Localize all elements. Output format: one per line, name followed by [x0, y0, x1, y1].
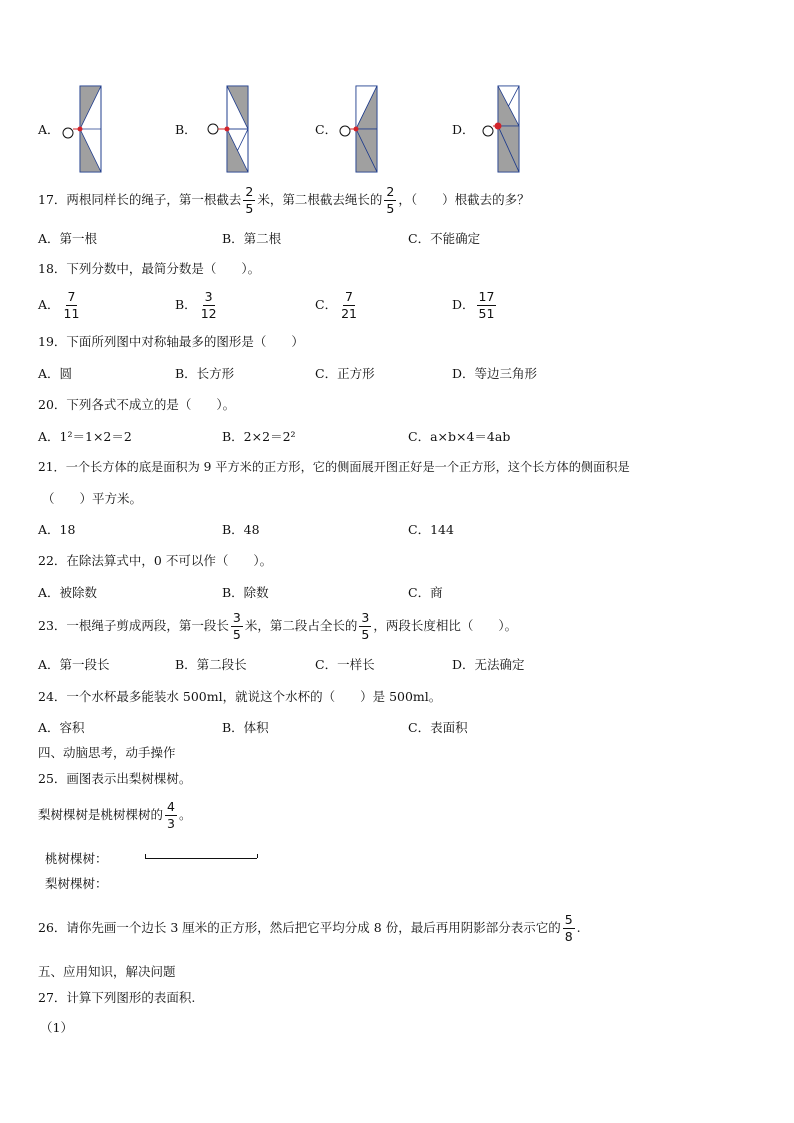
option-label: D． [452, 122, 475, 137]
q19-option-a[interactable]: A．圆 [38, 366, 73, 381]
q21-option-c[interactable]: C．144 [408, 522, 454, 537]
q18-option-a[interactable]: A． $\frac{7}{11}$ [38, 288, 80, 321]
section-5-heading: 五、应用知识，解决问题 [38, 964, 176, 979]
q19-option-b[interactable]: B．长方形 [175, 366, 235, 381]
q24-option-c[interactable]: C．表面积 [408, 720, 468, 735]
q21-stem-line1: 21．一个长方体的底是面积为 9 平方米的正方形，它的侧面展开图正好是一个正方形，这个长方体的侧面积是 [38, 460, 630, 474]
q24-option-a[interactable]: A．容积 [38, 720, 85, 735]
q24-option-b[interactable]: B．体积 [222, 720, 269, 735]
section-4-heading: 四、动脑思考，动手操作 [38, 745, 176, 760]
circle-icon [208, 124, 218, 134]
fraction: $\frac{17}{51}$ [478, 288, 495, 321]
q16-figure-b [205, 85, 255, 173]
fraction: $\frac{7}{11}$ [63, 288, 80, 321]
q16-figure-d [480, 85, 530, 173]
q22-option-b[interactable]: B．除数 [222, 585, 269, 600]
fraction: $\frac{2}{5}$ [245, 183, 254, 216]
q18-option-b[interactable]: B． $\frac{3}{12}$ [175, 288, 217, 321]
q16-figure-a [60, 85, 110, 173]
q20-option-c[interactable]: C．a×b×4＝4ab [408, 429, 511, 444]
q21-option-b[interactable]: B．48 [222, 522, 260, 537]
q21-option-a[interactable]: A．18 [38, 522, 76, 537]
q25-condition: 梨树棵树是桃树棵树的 $\frac{4}{3}$ 。 [38, 798, 192, 831]
q27-stem: 27．计算下列图形的表面积. [38, 990, 196, 1005]
q17-option-a[interactable]: A．第一根 [38, 231, 98, 246]
circle-icon [63, 128, 73, 138]
q16-option-c[interactable] [315, 120, 337, 138]
q17-stem: 17．两根同样长的绳子，第一根截去 $\frac{2}{5}$ 米，第二根截去绳长的 $\frac{2}{5}$ ，（ ）根截去的多？ [38, 183, 530, 216]
q19-option-c[interactable]: C．正方形 [315, 366, 375, 381]
segment-tick-left [145, 854, 146, 858]
q20-option-a[interactable]: A．1²＝1×2＝2 [38, 429, 132, 444]
q22-option-a[interactable]: A．被除数 [38, 585, 98, 600]
circle-icon [483, 126, 493, 136]
q24-stem: 24．一个水杯最多能装水 500ml，就说这个水杯的（ ）是 500ml。 [38, 689, 442, 704]
circle-icon [340, 126, 350, 136]
q23-stem: 23．一根绳子剪成两段，第一段长 $\frac{3}{5}$ 米，第二段占全长的 $\frac{3}{5}$ ，两段长度相比（ ）。 [38, 609, 518, 642]
segment-tick-right [257, 854, 258, 858]
q22-option-c[interactable]: C．商 [408, 585, 443, 600]
fraction: $\frac{3}{5}$ [361, 609, 370, 642]
option-label: B． [175, 122, 197, 137]
q18-option-c[interactable]: C． $\frac{7}{21}$ [315, 288, 357, 321]
fraction: $\frac{3}{5}$ [232, 609, 241, 642]
q17-option-c[interactable]: C．不能确定 [408, 231, 481, 246]
q27-subpart-1: （1） [40, 1020, 73, 1035]
fraction: $\frac{4}{3}$ [167, 798, 175, 831]
peach-segment [145, 858, 257, 859]
fraction: $\frac{5}{8}$ [564, 911, 573, 944]
q16-figure-c [337, 85, 387, 173]
q19-stem: 19．下面所列图中对称轴最多的图形是（ ） [38, 334, 304, 349]
q26-stem: 26．请你先画一个边长 3 厘米的正方形，然后把它平均分成 8 份，最后再用阴影部分表示它的 $\frac{5}{8}$ . [38, 911, 581, 944]
q19-option-d[interactable]: D．等边三角形 [452, 366, 538, 381]
q25-row-peach-label: 桃树棵树： [45, 851, 108, 866]
q23-option-a[interactable]: A．第一段长 [38, 657, 110, 672]
option-label: C． [315, 122, 338, 137]
q16-option-d[interactable] [452, 120, 475, 138]
q23-option-b[interactable]: B．第二段长 [175, 657, 247, 672]
q22-stem: 22．在除法算式中，0 不可以作（ ）。 [38, 553, 273, 568]
q21-stem-line2: （ ）平方米。 [42, 491, 143, 506]
fraction: $\frac{2}{5}$ [386, 183, 395, 216]
q16-option-b[interactable] [175, 120, 197, 138]
q25-row-pear-label: 梨树棵树： [45, 876, 108, 891]
fraction: $\frac{7}{21}$ [341, 288, 357, 321]
fraction: $\frac{3}{12}$ [200, 288, 217, 321]
q18-stem: 18．下列分数中，最简分数是（ ）。 [38, 261, 261, 276]
q18-option-d[interactable]: D． $\frac{17}{51}$ [452, 288, 495, 321]
option-label: A． [38, 122, 60, 137]
q23-option-c[interactable]: C．一样长 [315, 657, 375, 672]
q25-stem: 25．画图表示出梨树棵树。 [38, 771, 192, 786]
q23-option-d[interactable]: D．无法确定 [452, 657, 525, 672]
q20-stem: 20．下列各式不成立的是（ ）。 [38, 397, 236, 412]
q20-option-b[interactable]: B．2×2＝2² [222, 429, 296, 444]
q17-option-b[interactable]: B．第二根 [222, 231, 282, 246]
q16-option-a[interactable] [38, 120, 60, 138]
